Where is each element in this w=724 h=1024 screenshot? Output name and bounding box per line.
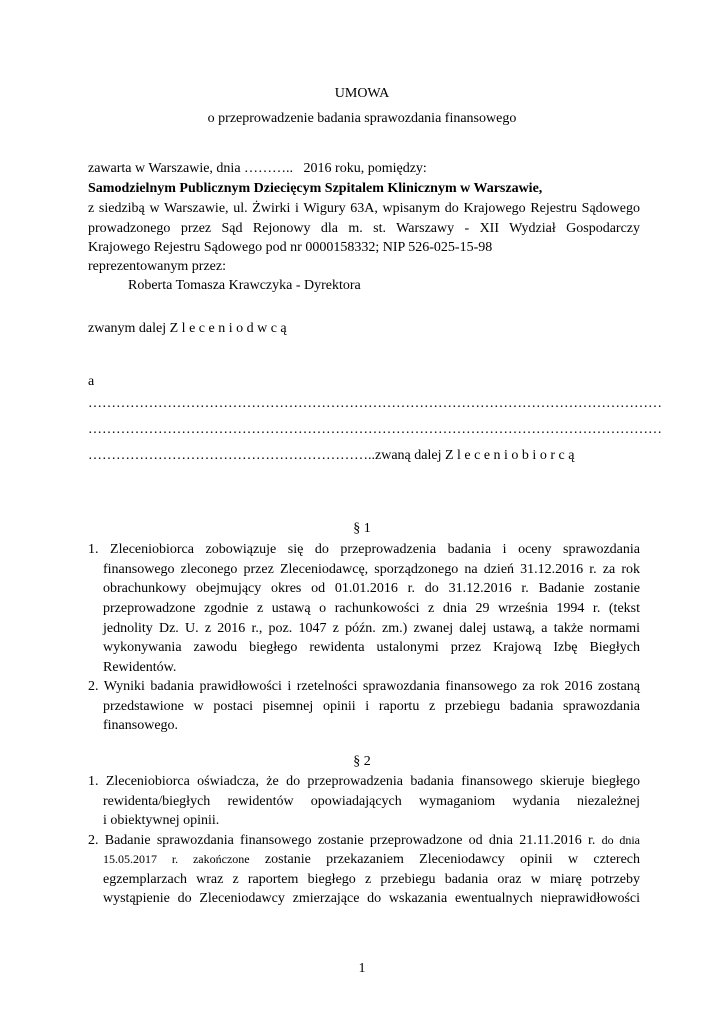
section-2-item-1-line: 1. Zleceniobiorca oświadcza, że do przeprowadzenia badania finansowego skieruje biegłego <box>88 774 640 789</box>
section-heading: § 1 <box>353 521 371 536</box>
party1-details-line: prowadzonego przez Sąd Rejonowy dla m. st. Warszawy - XII Wydział Gospodarczy <box>88 221 640 236</box>
section-1-item-2-line: przedstawione w postaci pisemnej opinii i raportu z przebiegu badania sprawozdania <box>103 699 640 714</box>
section-1-item-1-line: finansowego zleconego przez Zleceniodawcę, sporządzonego na dzień 31.12.2016 r. za rok <box>103 562 640 577</box>
section-2-item-2-line <box>103 850 640 869</box>
section-1-item-1-line: jednolity Dz. U. z 2016 r., poz. 1047 z późn. zm.) zwanej dalej ustawą, a także normami <box>103 621 640 636</box>
section-2-item-2-line: wystąpienie do Zleceniodawcy zmierzające do wskazania ewentualnych nieprawidłowości <box>103 891 640 906</box>
representative-name: Roberta Tomasza Krawczyka - Dyrektora <box>128 278 361 293</box>
section-2-item-2-line: egzemplarzach wraz z raportem biegłego z przebiegu badania oraz w miarę potrzeby <box>103 872 640 887</box>
party1-details-line: Krajowego Rejestru Sądowego pod nr 0000158332; NIP 526-025-15-98 <box>88 240 493 255</box>
page-number: 1 <box>358 961 366 976</box>
section-2-item-1-line: i obiektywnej opinii. <box>103 813 220 828</box>
section-2-item-2-text: zostanie przekazaniem Zleceniodawcy opinii w czterech <box>264 852 640 867</box>
contract-place-date: zawarta w Warszawie, dnia ……….. 2016 roku, pomiędzy: <box>88 161 427 176</box>
party2-role: ……………………………………………………..zwaną dalej Z l e c e n i o b i o r c ą <box>88 448 575 463</box>
section-2-item-2-text-small: do dnia <box>601 833 640 847</box>
party1-name: Samodzielnym Publicznym Dziecięcym Szpitalem Klinicznym w Warszawie, <box>88 181 543 196</box>
represented-by-label: reprezentowanym przez: <box>88 259 226 274</box>
section-2-item-2-text-small: 15.05.2017 r. zakończone <box>103 852 250 866</box>
section-1-item-2-line: 2. Wyniki badania prawidłowości i rzetelności sprawozdania finansowego za rok 2016 zostaną <box>88 679 640 694</box>
document-title: UMOWA <box>334 86 390 101</box>
section-1-item-1-line: przeprowadzone zgodnie z ustawą o rachunkowości z dnia 29 września 1994 r. (tekst <box>103 601 640 616</box>
party2-blank-line: …………………………………………………………………………………………………………… <box>88 422 662 437</box>
conjunction: a <box>88 374 95 389</box>
section-1-item-1-line: obrachunkowy obejmujący okres od 01.01.2016 r. do 31.12.2016 r. Badanie zostanie <box>103 581 640 596</box>
party1-details-line: z siedzibą w Warszawie, ul. Żwirki i Wigury 63A, wpisanym do Krajowego Rejestru Sądowego <box>88 201 640 216</box>
section-2-item-1-line: rewidenta/biegłych rewidentów opowiadających wymaganiom wydania niezależnej <box>103 794 640 809</box>
document-subtitle: o przeprowadzenie badania sprawozdania finansowego <box>207 111 517 126</box>
section-1-item-1-line: Rewidentów. <box>103 660 177 675</box>
section-heading: § 2 <box>353 754 371 769</box>
section-2-item-2-text: 2. Badanie sprawozdania finansowego zostanie przeprowadzone od dnia 21.11.2016 r. <box>88 833 596 848</box>
section-1-item-1-line: wykonywania zawodu biegłego rewidenta ustalonymi przez Krajową Izbę Biegłych <box>103 640 640 655</box>
section-1-item-1-line: 1. Zleceniobiorca zobowiązuje się do przeprowadzenia badania i oceny sprawozdania <box>88 542 640 557</box>
party1-role: zwanym dalej Z l e c e n i o d w c ą <box>88 321 287 336</box>
party2-blank-line: …………………………………………………………………………………………………………… <box>88 396 662 411</box>
section-1-item-2-line: finansowego. <box>103 718 179 733</box>
section-2-item-2-line <box>88 831 640 850</box>
